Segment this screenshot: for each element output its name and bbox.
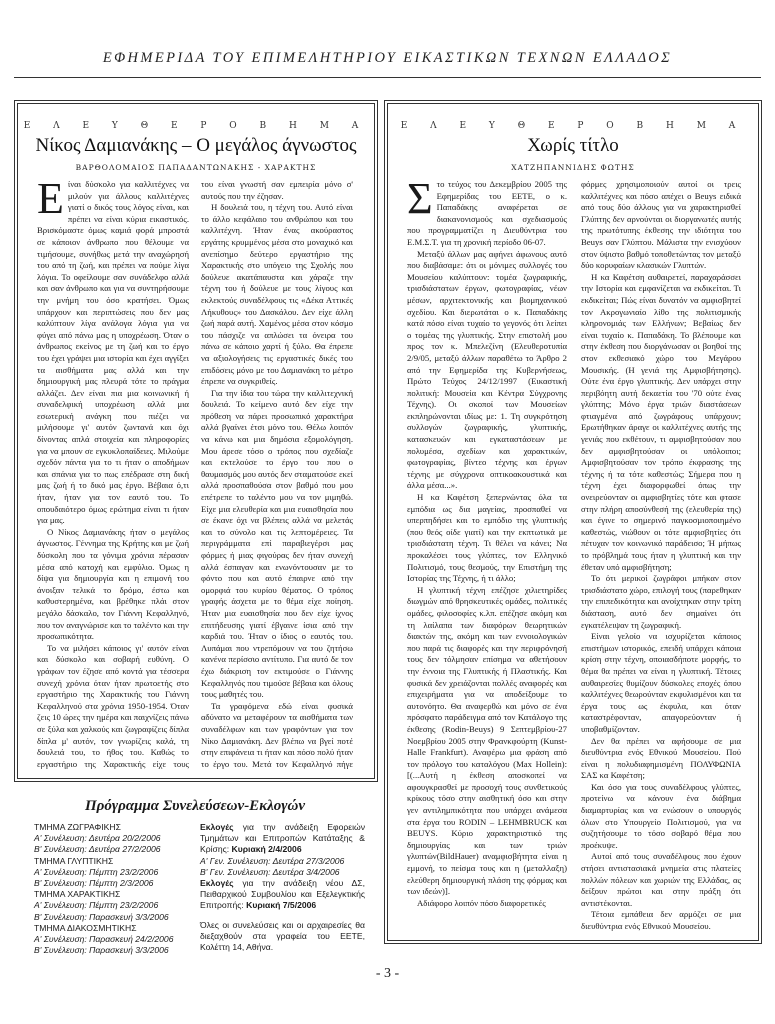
page-number: - 3 - — [375, 966, 400, 981]
schedule-meeting: Β' Συνέλευση: Δευτέρα 27/2/2006 — [34, 844, 161, 855]
paragraph: Αδιάφορο λοιπόν πόσο διαφορετικές — [417, 897, 546, 908]
right-article-box — [384, 100, 762, 944]
paragraph: Το να μιλήσει κάποιος γι' αυτόν είναι και δύσκολο και σοβαρή ευθύνη. Ο γράφων τον έζησε από κοντά για τέσσερα συνεχή χρόνια όταν ήταν πρωτοετής στο εργαστήριο της Χαρακτικής του Γιάννη Κεφαλληνού στα χρόνια 1950-1954. Όταν ζεις 10 ώρες την ημέρα και παιχνίζεις πάνω σε ξύλα και χαλκούς και ζωγραφίζεις δίπλα δίπλα μ' αυτόν, τον γνωρίζεις καλά, τη δουλειά του, το ήθος του. Καθώς το εργαστήριο της Χαρακτικής είχε τους — [37, 642, 189, 769]
paragraph: Τέτοια εμπάθεια δεν αρμόζει σε μια διευθύντρια ενός Εθνικού Μουσείου. — [581, 909, 741, 931]
schedule-meeting: Α' Συνέλευση: Πέμπτη 23/2/2006 — [34, 900, 159, 911]
schedule-entry-text: για την ανάδειξη νέου ΔΣ, Πειθαρχικού Συμβουλίου και Εξελεγκτικής Επιτροπής: — [200, 878, 365, 911]
schedule-entry — [200, 920, 365, 954]
schedule-entry-text: Κυριακή 7/5/2006 — [246, 900, 317, 911]
paragraph: του είναι γνωστή σαν εμπειρία μόνο σ' αυτούς που την έζησαν. — [201, 179, 353, 201]
right-article-col2 — [581, 179, 741, 931]
schedule-left — [34, 822, 194, 956]
paragraph: Η γλυπτική τέχνη επέζησε χιλιετηρίδες διωγμών από θρησκευτικές ομάδες, πολιτικές ομάδες, φιλοσοφίες κ.λπ. επέζησε ακόμη και τη λαίλαπα των διαφόρων θεωρητικών διακτών της, ακόμη και των εννοιολογικών που παρά τις διαφορές και την περιφρόνησή τους δεν τόλμησαν επίσημα να αθετήσουν την έννοια της Γλυπτικής ή Πλαστικής. Και φυσικά δεν χρειάζονται πολλές αναφορές και επιχειρήματα για να αποδείξουμε το αυτονόητο. Θα αναφερθώ και μόνο σε ένα πρόσφατο παράδειγμα από τον Κατάλογο της έκθεσης (Rodin-Beuys) 9 Σεπτεμβρίου-27 Νοεμβρίου 2005 στην Φρανκφούρτη (Kunst-Halle Frankfurt). Αναφέρω μια φράση από τον πρόλογο του καταλόγου (Max Hollein): [(...Αυτή η έκθεση αποσκοπεί να αφουγκρασθεί με προσοχή τους συνθετικούς κρίκους τόσο στην αισθητική όσο και στην γεν αντιλημπικότητα που υπάρχει ανάμεσα στα έργα του RODIN – LEHMBRUCK και BEUYS. Κύριο χαρακτηριστικό της δημιουργίας και των τριών γλυπτών(BildHauer) αναμφισβήτητα είναι η εμμονή, το πείσμα τους και η (μεταλλαξη) ελεύθερη δημιουργική πλάση της φόρμας και των ιδεών)]. — [407, 584, 567, 897]
left-article-byline: ΒΑΡΘΟΛΟΜΑΙΟΣ ΠΑΠΑΔΑΝΤΩΝΑΚΗΣ - ΧΑΡΑΚΤΗΣ — [75, 163, 317, 172]
schedule-entry — [200, 856, 365, 867]
paragraph: Για την ίδια του τώρα την καλλιτεχνική δουλειά. Το κείμενο αυτό δεν είχε την πρόθεση να πάρει προσωπικό χαρακτήρα αλλά βγαίνει έτσι μόνο του. Θέλω λοιπόν να κάνω και μια δημόσια εξομολόγηση. Μου άρεσε τόσο ο τρόπος που σχεδίαζε και εκτελούσε το έργο του που ο θαυμασμός μου αυτός δεν σταματούσε εκεί αλλά προσπαθούσα στον βαθμό που μου επέτρεπε το ταλέντο μου να τον μιμηθώ. Είχε μια ελευθερία και μια ευαισθησία που σε έκανε όχι να βλέπεις αλλά να μελετάς και το σύνολο και τις λεπτομέρειες. Τα περιγράμματα επί παραβιεγέρσι μας φόρμες ή μιας φιγούρας δεν ήταν συνεχή αλλά έσπαγαν και ενωνόντουσαν με το φόντο που και αυτό έπαιρνε από την ομορφιά του κυρίου θέματος. Ο τρόπος γραφής άσχετα με το θέμα είχε ποίηση. Ήταν μια ευαισθησία που δεν είχε ίχνος επιτήδευσης γιατί έβγαινε ίσια από την καρδιά του. Ήταν ο ίδιος ο εαυτός του. Λυπάμαι που ντρεπόμουν να του ζητήσω κανένα περίσσιο αντίτυπο. Για αυτό δε τον έχω διάκριση τον εκτιμούσε ο Γιάννης Κεφαλληνός που τιμούσε βέβαια και όλους τους μαθητές του. — [201, 387, 353, 700]
schedule-department: ΤΜΗΜΑ ΔΙΑΚΟΣΜΗΤΙΚΗΣ — [34, 922, 137, 933]
paragraph: Η κα Καφέτση ξεπερνώντας όλα τα εμπόδια ως δια μαγείας, προσπαθεί να υπερπηδήσει και το εμπόδιο της γλυπτικής (που θεός οίδε γιατί) και την εκπτωτικά με τρισδιάστατη τέχνη. Τι θέλει να κάνει; Να προκαλέσει τους γλύπτες, τον Ελληνικό Πολιτισμό, τους θεσμούς, την Επιστήμη της Ιστορίας της Τέχνης, ή τι άλλο; — [407, 492, 567, 584]
schedule-meeting: Α' Συνέλευση: Παρασκευή 24/2/2006 — [34, 934, 174, 945]
schedule-meeting: Α' Συνέλευση: Δευτέρα 20/2/2006 — [34, 833, 161, 844]
left-article-col2 — [201, 179, 353, 769]
schedule-right — [200, 822, 365, 953]
paragraph: Μεταξύ άλλων μας αφήνει άφωνους αυτό που διαβάσαμε: ότι οι μόνιμες συλλογές του Μουσείου καλύπτουν: τομέα ζωγραφικής, τρισδιάστατων έργων, φωτογραφίας, νέων μέσων, αρχιτεκτονικής και βιομηχανικού σχεδίου. Και διερωτάται ο κ. Παπαδάκης κατά πόσο είναι τυχαίο το γεγονός ότι λείπει ο τομέας της γλυπτικής. Στην επιστολή μου προς τον κ. Μπελεζίνη (Ελευθεροτυπία 2/9/05, μεταξύ άλλων παραθέτω το Άρθρο 2 από την Εφημερίδα της Κυβερνήσεως, Πρώτο Τεύχος 24/12/1997 (Εικαστική πολιτική: Μουσεία και Κέντρα Σύγχρονης Τέχνης). Οι σκοποί των Μουσείων εκπληρώνονται ιδίως με: 1. Τη συγκρότηση συλλογών ζωγραφικής, γλυπτικής, κατασκευών και εγκαταστάσεων με πολυμέσα, σχεδίων και χαρακτικών, φωτογραφίας, βίντεο τέχνης και έργων τέχνης με σύγχρονα οπτικοακουστικά και άλλα μέσα...». — [407, 248, 567, 491]
paragraph: Η κα Καφέτση αυθαιρετεί, παραχαράσσει την Ιστορία και εμφανίζεται να εκδικείται. Τι εκδικείται; Πώς είναι δυνατόν να αμφισβητεί τον Ακρογωνιαίο λίθο της πολιτισμικής κληρονομιάς των Ελλήνων; Βεβαίως δεν είναι τυχαίο κ. Παπαδάκη. Το βλέπουμε και στην έκθεση που διοργάνωσαν οι βοηθοί της στον εκθεσιακό χώρο του Μεγάρου Μουσικής. (Η γενιά της Αμφισβήτησης). Ούτε ένα έργο γλυπτικής. Δεν υπάρχει στην περιβόητη αυτή δεκαετία του '70 ούτε ένας γλύπτης; Μόνο έργα τριών διαστάσεων φτιαγμένα από ζωγράφους υπάρχουν; Ερωτήθηκαν άραγε οι καλλιτέχνες αυτής της γενιάς που εκθέτουν, τι αμφισβητούσαν που δεν αμφισβητούσαν οι υπόλοιποι; Αμφισβητούσαν τον τρόπο έκφρασης της τέχνης ή τα τότε καθεστώς; Σήμερα που η τέχνη έχει διαφορφωθεί όπως την ονειρεύονταν οι αμφισβητίες τότε και φτασε στην πλήρη αποσύνθεσή της (ελευθερία της) και έγινε το σημερινό παγκοσμιοποιημένο καθεστώς, νιώθουν οι τότε αμφισβητίες ότι πέτυχαν τον κοινωνικό παράδεισο; Ή μήπως το πρόβλημά τους ήταν η γλυπτική και την έθεταν υπό αμφισβήτηση; — [581, 271, 741, 572]
left-article-dropcap: Ε — [37, 179, 64, 223]
right-article-dropcap: Σ — [407, 179, 433, 223]
right-article-byline: ΧΑΤΖΗΠΑΝΝΙΔΗΣ ΦΩΤΗΣ — [511, 163, 635, 172]
paragraph: Αυτοί από τους συναδέλφους που έχουν στήσει αντιστασιακά μνημεία στις πλατείες πολλών πόλεων και χωριών της Ελλάδας, ας δείξουν πρώτοι και στην πράξη ότι αντιστέκονται. — [581, 851, 741, 908]
schedule-meeting: Β' Συνέλευση: Πέμπτη 2/3/2006 — [34, 878, 154, 889]
schedule-meeting: Β' Συνέλευση: Παρασκευή 3/3/2006 — [34, 945, 169, 956]
schedule-entry — [200, 867, 365, 878]
schedule-department: ΤΜΗΜΑ ΧΑΡΑΚΤΙΚΗΣ — [34, 889, 121, 900]
schedule-entry-text: Εκλογές — [200, 878, 234, 889]
paragraph: Και όσο για τους συναδέλφους γλύπτες, προτείνω να κάνουν ένα διάβημα διαμαρτυρίας και να ενώσουν ο υπουργός όλων στο Υπουργείο Πολιτισμού, για να συζητήσουμε το τόσο σοβαρό θέμα που προέκυψε. — [581, 781, 741, 850]
schedule-department: ΤΜΗΜΑ ΓΛΥΠΤΙΚΗΣ — [34, 855, 114, 866]
paragraph: Το ότι μερικοί ζωγράφοι μπήκαν στον τρισδιάστατο χώρο, επιλογή τους (παρεθηκαν την επιπεδικότητα και ανοίχτηκαν στην τρίτη διάσταση, αυτό δεν σημαίνει ότι εγκατέλειψαν τη ζωγραφική. — [581, 573, 741, 630]
masthead: ΕΦΗΜΕΡΙΔΑ ΤΟΥ ΕΠΙΜΕΛΗΤΗΡΙΟΥ ΕΙΚΑΣΤΙΚΩΝ ΤΕΧΝΩΝ ΕΛΛΑΔΟΣ — [102, 50, 673, 66]
schedule-entry-text: Κυριακή 2/4/2006 — [231, 844, 302, 855]
paragraph: Δεν θα πρέπει να αφήσουμε σε μια διευθύντρια ενός Εθνικού Μουσείου. Πού είναι η πολυδιαφημισμένη ΠΟΛΥΦΩΝΙΑ ΣΑΣ κα Καφέτση; — [581, 735, 741, 781]
left-article-kicker: Ε Λ Ε Υ Θ Ε Ρ Ο Β Η Μ Α — [23, 121, 369, 131]
right-article-title: Χωρίς τίτλο — [527, 135, 619, 156]
schedule-entry-text: Α' Γεν. Συνέλευση: Δευτέρα 27/3/2006 — [200, 855, 345, 866]
schedule-department: ΤΜΗΜΑ ΖΩΓΡΑΦΙΚΗΣ — [34, 822, 121, 832]
masthead-rule — [14, 77, 761, 78]
left-article-col1 — [37, 179, 189, 769]
schedule-entry-text: για την ανάδειξη Εφορειών Τμημάτων και Επιτροπών Κατάταξης & Κρίσης: — [200, 822, 365, 855]
schedule-meeting: Β' Συνέλευση: Παρασκευή 3/3/2006 — [34, 911, 169, 922]
paragraph: ίναι δύσκολο για καλλιτέχνες να μιλούν για άλλους καλλιτέχνες γιατί ο δικός τους λόγος είναι, και πρέπει να είναι κύρια εικαστικός. Βρισκόμαστε όμως καμιά φορά μπροστά σε κάποιον άνθρωπο που θέλουμε να τιμήσουμε, συνήθως μετά την αναχώρησή του από τη ζωή, και πρέπει να πούμε λίγα λόγια. Το οφείλουμε σαν συνάδελφο αλλά και σαν άνθρωπο και για να συντηρήσουμε την μνήμη του όσο κρατήσει. Όμως υπάρχουν και περιπτώσεις που δεν μας καλύπτουν λίγα ανάλογα λόγια για να φύγει από πάνω μας η υποχρέωση. Όταν ο άνθρωπος εκείνος με τη ζωή και το έργο του έχει γράψει μια ιστορία και έχει αγγίξει τα αισθήματα μας αλλά και την δημιουργική μας πλευρά τότε το πράγμα αλλάζει. Δεν είναι πια μια κοινωνική ή συναδελφική υποχρέωση αλλά μια εσωτερική ανάγκη που πιέζει να μιλήσουμε γι' αυτόν ζωντανά και όχι δίνοντας απλά στοιχεία και πληροφορίες για να μπουν σε εγκυκλοπαίδειες. Μιλούμε σχεδόν πάντα για το τι ήταν ο αποδήμων και σπάνια για το πως επέδρασε στη δική μας ζωή ή το δικό μας έργο. Βέβαια ό,τι ήταν, ήταν για τον εαυτό του. Το οπουδαιότερο όμως ερώτημα είναι τι ήταν για μας. — [37, 179, 189, 526]
left-article-box — [14, 100, 378, 782]
paragraph: το τεύχος του Δεκεμβρίου 2005 της Εφημερίδας του ΕΕΤΕ, ο κ. Παπαδάκης αναφέρεται σε διακανονισμούς και σχεδιασμούς που προγραμματίζει η Διευθύντρια του Ε.Μ.Σ.Τ. για τη χρονική περίοδο 06-07. — [407, 179, 567, 247]
schedule-entry-text: Β' Γεν. Συνέλευση: Δευτέρα 3/4/2006 — [200, 866, 340, 877]
left-article-title: Νίκος Δαμιανάκης – Ο μεγάλος άγνωστος — [35, 135, 357, 156]
schedule-meeting: Α' Συνέλευση: Πέμπτη 23/2/2006 — [34, 866, 159, 877]
paragraph: Ο Νίκος Δαμιανάκης ήταν ο μεγάλος άγνωστος. Γέννημα της Κρήτης και με ζωή δύσκολη που τα γόνιμα χρόνια πέρασαν μέσα από κατοχή και εμφύλιο. Όμως η δίψα για δημιουργία και η επιμονή του άνοιξαν τελικά το δρόμο, έστω και καθυστερημένα, και βρέθηκε πλάι στον μεγάλο δάσκαλο, τον Γιάννη Κεφαλληνό, που τον αναγνώρισε και το ταλέντο και την προσωπικότητα. — [37, 526, 189, 642]
schedule-entry — [200, 822, 365, 856]
schedule-entry-text: Εκλογές — [200, 822, 234, 832]
paragraph: φόρμες χρησιμοποιούν αυτοί οι τρεις καλλιτέχνες και πόσο απέχει ο Beuys ειδικά από τους δύο άλλους για να χαρακτηρισθεί Γλύπτης δεν αρνούνται οι διοργανωτές αυτής της πρωτότυπης έκθεσης την ιδιότητα του Beuys σαν Γλύπτου. Μάλιστα την ενισχύουν στον ύψιστο βαθμό τοποθετώντας τον μεταξύ δύο κορυφαίων κλασικών Γλυπτών. — [581, 179, 741, 271]
schedule-title: Πρόγραμμα Συνελεύσεων-Εκλογών — [84, 798, 306, 814]
paragraph: Τα γραφόμενα εδώ είναι φυσικά αδύνατο να μεταφέρουν τα αισθήματα των συναδέλφων και των γραφόντων για τον Νίκο Δαμιανάκη. Δεν βλέπω να βγεί ποτέ στην επιφάνεια τι ήταν και πόσο πολύ ήταν το έργο του. Μετά τον Κεφαλληνό πήγε — [201, 700, 353, 769]
schedule-entry — [200, 878, 365, 912]
right-article-col1 — [407, 179, 567, 931]
schedule-entry-text: Όλες οι συνελεύσεις και οι αρχαιρεσίες θα διεξαχθούν στα γραφεία του ΕΕΤΕ, Κολέττη 14, Αθήνα. — [200, 919, 365, 953]
paragraph: Είναι γελοίο να ισχυρίζεται κάποιος επιστήμων ιστορικός, επειδή υπάρχει κάποια κρίση στην τέχνη, οποιασδήποτε μορφής, το θέμα θα πρέπει να είναι η γλυπτική. Τέτοιες αυθαιρεσίες θυμίζουν δύσκολες εποχές όπου καλλιτέχνες θεωρούνταν εκφυλισμένοι και τα έργα τους ως έκφυλα, και όταν καταστρέφονταν, απαγορεύονταν ή υποβαθμίζονταν. — [581, 631, 741, 734]
paragraph: Η δουλειά του, η τέχνη του. Αυτό είναι το άλλο κεφάλαιο του ανθρώπου και του καλλιτέχνη. Ήταν ένας ακούραστος εργάτης κρυμμένος μέσα στο μοναχικό και ανεπίσημο δεύτερο εργαστήριο της Χαρακτικής στο υπόγειο της Σχολής που δούλευε ακατάπαυστα και χάραζε την τέχνη του ή δούλευε με τους λίγους και εκλεκτούς συναδέλφους τις «Δέκα Αττικές Λήκυθους» του Δασκάλου. Δεν είχε άλλη ζωή παρά αυτή. Χαμένος μέσα στον κόσμο του πάσχιζε να απλώσει τα όνειρα του πάνω σε κάποιο χαρτί ή ξύλο. Θα έπρεπε να αξιολογήσεις τις εργαστικές δικές του επιδόσεις μόνο με του Δαμιανάκη το μέτρο έπρεπε να συγκριθείς. — [201, 202, 353, 387]
right-article-kicker: Ε Λ Ε Υ Θ Ε Ρ Ο Β Η Μ Α — [400, 121, 746, 131]
